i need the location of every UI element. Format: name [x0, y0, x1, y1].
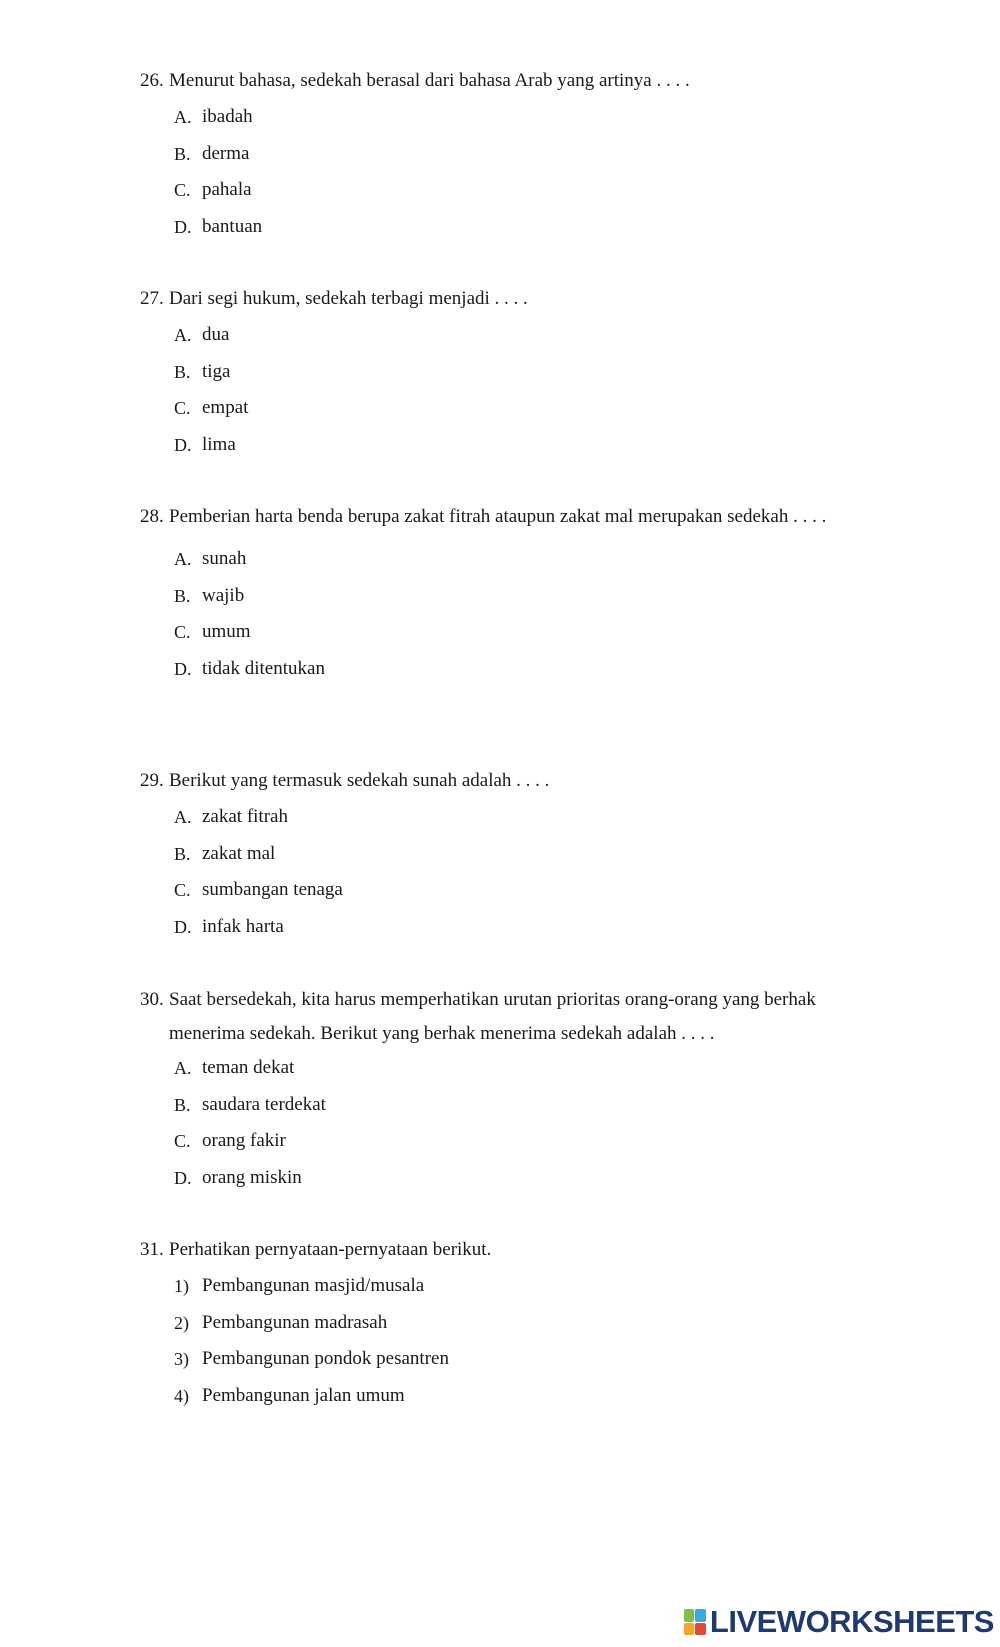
option-a[interactable] [174, 800, 860, 837]
option-text: orang miskin [202, 1166, 302, 1188]
option-c[interactable] [174, 615, 860, 652]
option-a[interactable] [174, 318, 860, 355]
statement-number: 3) [174, 1349, 189, 1369]
option-c[interactable] [174, 873, 860, 910]
statement-number: 4) [174, 1385, 189, 1406]
option-list [174, 542, 860, 688]
question-text: Pemberian harta benda berupa zakat fitrah ataupun zakat mal merupakan sedekah . . . . [169, 506, 827, 527]
question-number: 30. [140, 989, 164, 1010]
option-list [174, 1051, 860, 1197]
option-list [174, 100, 860, 246]
question-27 [140, 282, 860, 464]
option-b[interactable] [174, 837, 860, 874]
question-text: Perhatikan pernyataan-pernyataan berikut. [169, 1239, 492, 1260]
statement-list [174, 1269, 860, 1415]
option-letter: B. [174, 585, 191, 606]
statement-text: Pembangunan pondok pesantren [202, 1348, 449, 1369]
statement-number: 2) [174, 1312, 189, 1333]
option-letter: C. [174, 1131, 191, 1151]
question-number: 27. [140, 288, 164, 309]
option-d[interactable] [174, 652, 860, 689]
option-text: zakat mal [202, 842, 276, 864]
question-28 [140, 500, 860, 688]
question-number: 26. [140, 70, 164, 91]
option-letter: D. [174, 434, 192, 455]
option-letter: D. [174, 1167, 192, 1188]
option-text: dua [202, 324, 230, 345]
statement-item [174, 1342, 860, 1379]
option-text: lima [202, 433, 236, 455]
liveworksheets-logo[interactable] [684, 1605, 994, 1639]
option-text: tiga [202, 360, 231, 382]
option-text: derma [202, 142, 250, 164]
option-letter: C. [174, 880, 191, 900]
question-30 [140, 983, 860, 1197]
option-text: bantuan [202, 215, 263, 237]
option-letter: D. [174, 916, 192, 937]
option-d[interactable] [174, 910, 860, 947]
question-text: Menurut bahasa, sedekah berasal dari bahasa Arab yang artinya . . . . [169, 70, 690, 91]
option-letter: D. [174, 216, 192, 237]
option-letter: A. [174, 325, 192, 345]
option-text: ibadah [202, 106, 253, 127]
option-letter: C. [174, 180, 191, 200]
option-letter: B. [174, 143, 191, 164]
option-letter: B. [174, 1094, 191, 1115]
option-list [174, 318, 860, 464]
option-c[interactable] [174, 1124, 860, 1161]
statement-text: Pembangunan madrasah [202, 1311, 388, 1333]
option-text: saudara terdekat [202, 1093, 326, 1115]
option-letter: D. [174, 658, 192, 679]
question-number: 28. [140, 506, 164, 527]
option-text: pahala [202, 179, 252, 200]
option-text: tidak ditentukan [202, 657, 325, 679]
option-text: teman dekat [202, 1057, 295, 1078]
question-31 [140, 1233, 860, 1415]
question-text: Saat bersedekah, kita harus memperhatikan urutan prioritas orang-orang yang berhak menerima sedekah. Berikut yang berhak menerima sedekah adalah . . . . [169, 989, 816, 1044]
option-text: infak harta [202, 915, 284, 937]
option-text: wajib [202, 584, 245, 606]
option-d[interactable] [174, 1161, 860, 1198]
option-text: empat [202, 397, 249, 418]
statement-text: Pembangunan masjid/musala [202, 1275, 425, 1296]
question-text: Dari segi hukum, sedekah terbagi menjadi . . . . [169, 288, 528, 309]
option-c[interactable] [174, 173, 860, 210]
option-text: zakat fitrah [202, 806, 288, 827]
option-d[interactable] [174, 210, 860, 247]
option-b[interactable] [174, 1088, 860, 1125]
option-list [174, 800, 860, 946]
option-letter: A. [174, 807, 192, 827]
option-letter: A. [174, 549, 192, 569]
statement-number: 1) [174, 1276, 189, 1296]
statement-item [174, 1379, 860, 1416]
option-b[interactable] [174, 579, 860, 616]
option-b[interactable] [174, 137, 860, 174]
option-d[interactable] [174, 428, 860, 465]
option-letter: A. [174, 1058, 192, 1078]
option-text: sumbangan tenaga [202, 879, 343, 900]
statement-text: Pembangunan jalan umum [202, 1384, 405, 1406]
question-29 [140, 764, 860, 946]
option-c[interactable] [174, 391, 860, 428]
option-a[interactable] [174, 542, 860, 579]
statement-item [174, 1306, 860, 1343]
question-26 [140, 64, 860, 246]
option-letter: B. [174, 361, 191, 382]
question-number: 31. [140, 1239, 164, 1260]
logo-mark-icon [684, 1609, 706, 1635]
question-number: 29. [140, 770, 164, 791]
option-b[interactable] [174, 355, 860, 392]
option-text: sunah [202, 548, 247, 569]
option-letter: B. [174, 843, 191, 864]
statement-item [174, 1269, 860, 1306]
option-a[interactable] [174, 1051, 860, 1088]
option-text: umum [202, 621, 251, 642]
question-text: Berikut yang termasuk sedekah sunah adalah . . . . [169, 770, 550, 791]
option-letter: C. [174, 622, 191, 642]
option-letter: A. [174, 107, 192, 127]
logo-text: LIVEWORKSHEETS [709, 1604, 994, 1639]
option-letter: C. [174, 398, 191, 418]
option-text: orang fakir [202, 1130, 286, 1151]
option-a[interactable] [174, 100, 860, 137]
